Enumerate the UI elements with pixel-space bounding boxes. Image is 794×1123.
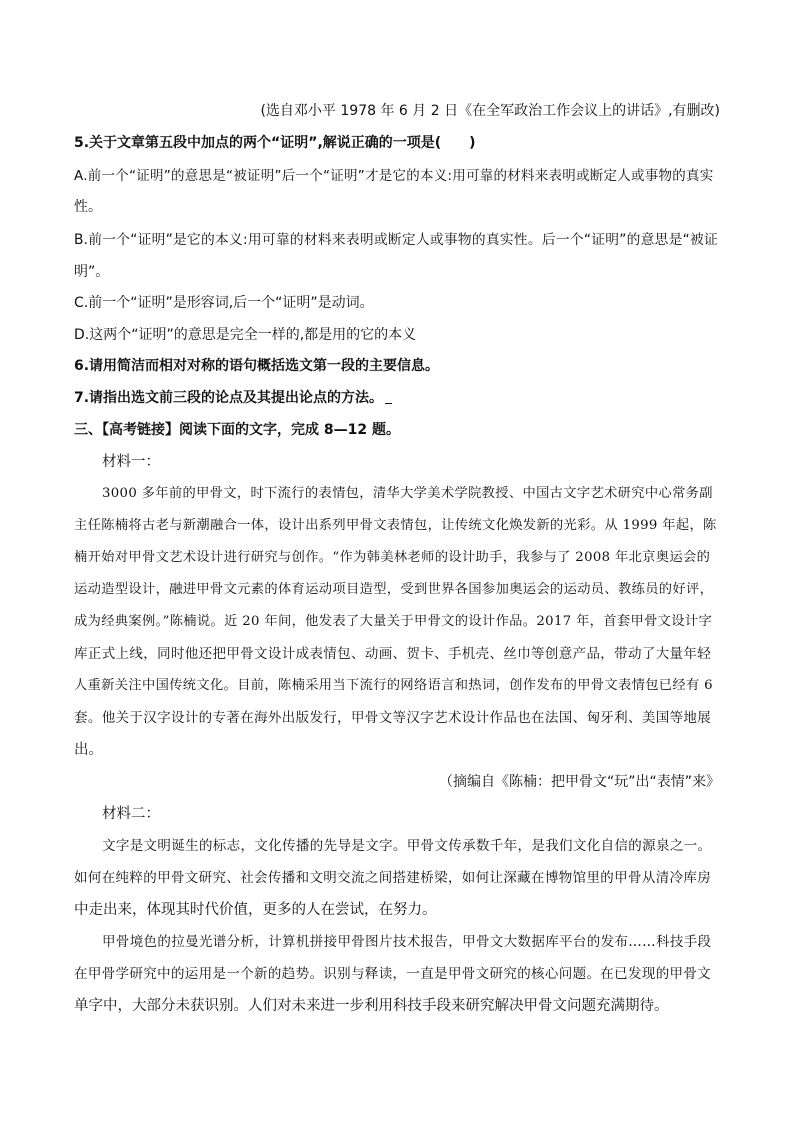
material-2-line: 在甲骨学研究中的运用是一个新的趋势。识别与释读，一直是甲骨文研究的核心问题。在已发现的甲骨文 [74,966,712,982]
material-2-line: 如何在纯粹的甲骨文研究、社会传播和文明交流之间搭建桥梁，如何让深藏在博物馆里的甲骨从清冷库房 [74,870,712,886]
option-c: C.前一个“证明”是形容词,后一个“证明”是动词。 [74,295,374,311]
material-1-heading: 材料一： [102,454,160,470]
material-1-line: 运动造型设计，融进甲骨文元素的体育运动项目造型，受到世界各国参加奥运会的运动员、教练员的好评， [74,582,714,597]
question-6: 6.请用简洁而相对对称的语句概括选文第一段的主要信息。 [74,358,440,374]
material-2-line: 甲骨境色的拉曼光谱分析，计算机拼接甲骨图片技术报告，甲骨文大数据库平台的发布……科技手段 [102,934,712,950]
material-1-line: 成为经典案例。”陈楠说。近 20 年间，他发表了大量关于甲骨文的设计作品。2017 年，首套甲骨文设计字 [74,614,713,629]
material-1-source: （摘编自《陈楠：把甲骨文“玩”出“表情”来》 [438,774,720,790]
material-1-line: 3000 多年前的甲骨文，时下流行的表情包，清华大学美术学院教授、中国古文字艺术研究中心常务副 [102,486,713,501]
option-b-line-2: 明”。 [74,264,110,280]
material-1-line: 出。 [74,742,103,758]
question-7-text: 7.请指出选文前三段的论点及其提出论点的方法。 [74,390,384,406]
option-a-line-2: 性。 [74,199,102,215]
material-1-line: 库正式上线，同时他还把甲骨文设计成表情包、动画、贺卡、手机壳、丝巾等创意产品，带动了大量年轻 [74,646,712,662]
material-2-line: 文字是文明诞生的标志，文化传播的先导是文字。甲骨文传承数千年，是我们文化自信的源泉之一。 [102,838,712,854]
answer-blank [385,389,392,404]
material-1-line: 楠开始对甲骨文艺术设计进行研究与创作。“作为韩美林老师的设计助手，我参与了 2008 年北京奥运会的 [74,550,711,565]
option-a-line-1: A.前一个“证明”的意思是“被证明”后一个“证明”才是它的本义:用可靠的材料来表明或断定人或事物的真实 [74,168,714,184]
option-b-line-1: B.前一个“证明”是它的本义:用可靠的材料来表明或断定人或事物的真实性。后一个“证明”的意思是“被证 [74,232,719,248]
material-2-heading: 材料二： [102,806,160,822]
material-2-line: 中走出来，体现其时代价值，更多的人在尝试，在努力。 [74,902,437,918]
section-3-heading: 三、【高考链接】阅读下面的文字，完成 8—12 题。 [74,422,400,438]
question-7 [74,388,392,408]
question-5-stem: 5.关于文章第五段中加点的两个“证明”,解说正确的一项是( ) [74,135,476,151]
material-1-line: 人重新关注中国传统文化。目前，陈楠采用当下流行的网络语言和热词，创作发布的甲骨文表情包已经有 6 [74,678,713,693]
option-d: D.这两个“证明”的意思是完全一样的,都是用的它的本义 [74,327,417,343]
material-2-line: 单字中，大部分未获识别。人们对未来进一步利用科技手段来研究解决甲骨文问题充满期待。 [74,998,669,1014]
material-1-line: 主任陈楠将古老与新潮融合一体，设计出系列甲骨文表情包，让传统文化焕发新的光彩。从 1999 年起，陈 [74,518,717,533]
material-1-line: 套。他关于汉字设计的专著在海外出版发行，甲骨文等汉字艺术设计作品也在法国、匈牙利、美国等地展 [74,710,712,726]
source-citation: (选自邓小平 1978 年 6 月 2 日《在全军政治工作会议上的讲话》,有删改) [260,103,720,119]
